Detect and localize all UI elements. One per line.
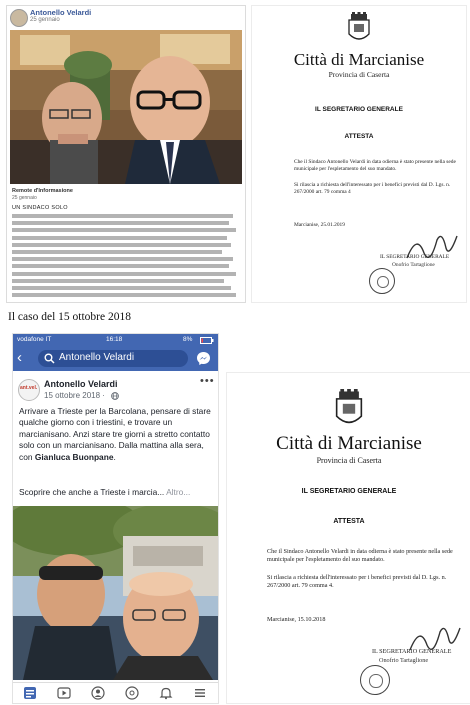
more-icon[interactable]: ••• [200,375,215,387]
selfie-two-men [13,506,218,680]
city-name: Città di Marcianise [293,50,425,69]
post-text [19,406,215,463]
office-title: IL SEGRETARIO GENERALE [315,106,403,113]
city-crest-icon [332,389,366,431]
news-feed-icon[interactable] [23,686,37,700]
globe-icon [111,392,119,400]
battery-icon [200,337,214,344]
profile-icon[interactable] [91,686,105,700]
search-input[interactable] [38,350,188,367]
post-text-main: Arrivare a Trieste per la Barcolana, pensare di stare qualche giorno con i triestini, e trovare un marcianisano. Anzi stare tre giorni a stretto contatto solo con un marcianisano. Dalla mattina alla sera, con [19,406,211,462]
photo-two-men [10,30,242,184]
certificate-document-2 [226,372,470,704]
city-name: Città di Marcianise [276,433,422,454]
messenger-icon[interactable] [196,351,211,366]
attestation-request: Si rilascia a richiesta dell'interessato per i benefici previsti dal D. Lgs. n. 267/2000 art. 79 comma 4. [267,574,447,590]
illegible-article-text [12,214,238,300]
carrier-label: vodafone IT [17,336,52,343]
official-name: Onofrio Tartaglione [379,657,429,664]
official-stamp [369,268,395,294]
post-text-end: . [113,451,116,462]
office-title: IL SEGRETARIO GENERALE [301,488,397,495]
caption-date: 25 gennaio [12,195,37,201]
post-author[interactable]: Antonello Velardi [44,379,118,389]
handwritten-signature [405,619,465,661]
phone-facebook-screenshot [12,333,219,704]
bell-icon[interactable] [159,686,173,700]
post-date[interactable]: 25 gennaio [30,17,60,23]
handwritten-signature [402,228,462,268]
section-caption: Il caso del 15 ottobre 2018 [8,311,131,323]
tagged-person[interactable]: Gianluca Buonpane [34,451,114,462]
article-headline: UN SINDACO SOLO [12,205,68,211]
attestation-heading: ATTESTA [344,133,374,140]
certificate-document-1 [251,5,467,303]
bottom-tab-bar [13,682,218,704]
author-avatar[interactable] [18,379,40,401]
province-name: Provincia di Caserta [328,70,390,79]
post-header [7,6,245,28]
battery-level: 8% [183,336,193,343]
city-crest-icon [346,12,372,46]
official-name: Onofrio Tartaglione [392,262,435,268]
post-text-preview: Scoprire che anche a Trieste i marcia... [19,487,167,497]
province-name: Provincia di Caserta [316,456,382,465]
see-more-link[interactable]: Altro... [166,487,191,497]
attestation-body: Che il Sindaco Antonello Velardi in data odierna è stato presente nella sede municipale per l'espletamento del suo mandato. [267,548,453,564]
status-bar [13,334,218,346]
facebook-post-screenshot [6,5,246,303]
search-icon [44,353,55,364]
post-selfie-photo[interactable] [13,506,218,680]
search-query: Antonello Velardi [59,352,135,363]
author-avatar[interactable] [10,9,28,27]
official-stamp [360,665,390,695]
search-bar-row [13,346,218,371]
caption-source: Remote d'Informasione [12,188,73,194]
post-author[interactable]: Antonello Velardi [30,8,92,17]
signature-title: IL SEGRETARIO GENERALE [380,254,450,260]
signature-title: IL SEGRETARIO GENERALE [372,648,452,655]
avatar-text: ant.vel. [20,385,38,391]
attestation-request: Si rilascia a richiesta dell'interessato per i benefici previsti dal D. Lgs. n. 267/2000 art. 79 comma 4 [294,182,451,196]
back-arrow-icon[interactable]: ‹ [17,349,22,366]
post-date[interactable]: 15 ottobre 2018 · [44,391,105,400]
attestation-body: Che il Sindaco Antonello Velardi in data odierna è stato presente nella sede municipale per l'espletamento del suo mandato. [294,159,456,173]
post-text-second [19,487,215,497]
menu-icon[interactable] [193,686,207,700]
clock: 16:18 [106,336,123,343]
watch-icon[interactable] [57,686,71,700]
marketplace-icon[interactable] [125,686,139,700]
place-date: Marcianise, 25.01.2019 [294,222,345,228]
attestation-heading: ATTESTA [333,518,365,525]
post-photo[interactable] [10,30,242,184]
place-date: Marcianise, 15.10.2018 [267,616,326,623]
